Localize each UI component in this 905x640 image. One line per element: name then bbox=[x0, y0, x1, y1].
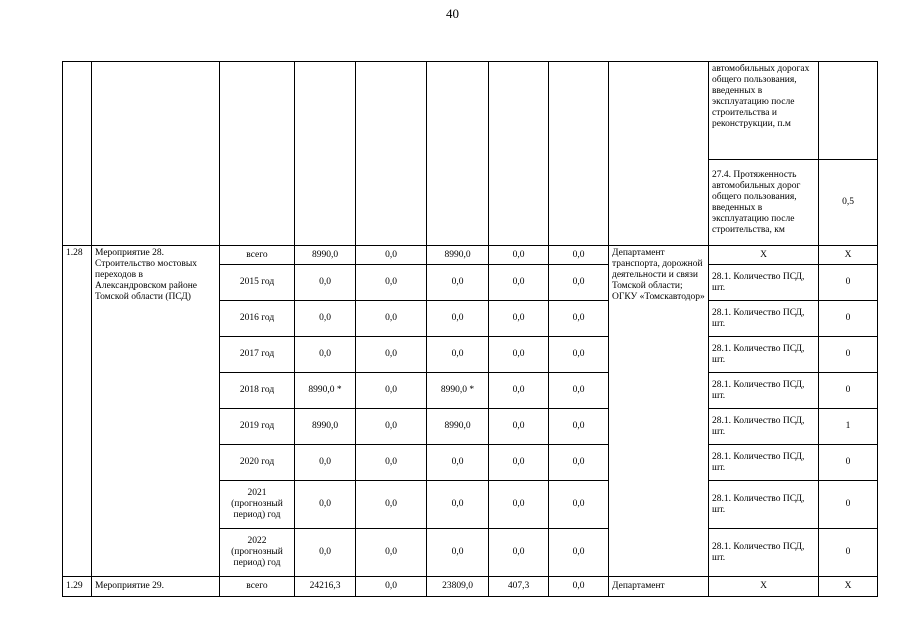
indicator-value: 0 bbox=[819, 481, 878, 529]
value-cell: 0,0 bbox=[356, 265, 427, 301]
row-number: 1.28 bbox=[63, 246, 92, 577]
indicator-value: 0 bbox=[819, 373, 878, 409]
value-cell: 0,0 bbox=[549, 337, 609, 373]
value-cell: 0,0 bbox=[356, 409, 427, 445]
indicator-cell: автомобильных дорогах общего пользования, введенных в эксплуатацию после строительства и реконструкции, п.м bbox=[709, 62, 819, 160]
value-cell: 0,0 bbox=[356, 373, 427, 409]
value-cell: 0,0 bbox=[489, 481, 549, 529]
indicator-value: X bbox=[819, 577, 878, 597]
value-cell: 8990,0 bbox=[427, 409, 489, 445]
value-cell: 0,0 bbox=[549, 481, 609, 529]
indicator-value: 0 bbox=[819, 301, 878, 337]
value-cell: 0,0 bbox=[356, 445, 427, 481]
year-cell: 2015 год bbox=[220, 265, 295, 301]
year-cell: всего bbox=[220, 577, 295, 597]
table-row bbox=[63, 577, 878, 597]
indicator-cell: X bbox=[709, 246, 819, 265]
year-cell: 2018 год bbox=[220, 373, 295, 409]
indicator-value: 0 bbox=[819, 265, 878, 301]
indicator-cell: 28.1. Количество ПСД, шт. bbox=[709, 337, 819, 373]
indicator-cell: 28.1. Количество ПСД, шт. bbox=[709, 445, 819, 481]
value-cell: 8990,0 bbox=[295, 246, 356, 265]
value-cell: 0,0 bbox=[489, 265, 549, 301]
value-cell: 0,0 bbox=[549, 246, 609, 265]
indicator-cell: 28.1. Количество ПСД, шт. bbox=[709, 409, 819, 445]
page-number: 40 bbox=[446, 6, 459, 21]
value-cell: 23809,0 bbox=[427, 577, 489, 597]
value-cell: 0,0 bbox=[549, 445, 609, 481]
value-cell: 0,0 bbox=[427, 481, 489, 529]
indicator-value: 0,5 bbox=[819, 160, 878, 246]
value-cell: 0,0 bbox=[427, 337, 489, 373]
indicator-cell: 27.4. Протяженность автомобильных дорог общего пользования, введенных в эксплуатацию после строительства, км bbox=[709, 160, 819, 246]
indicator-cell: X bbox=[709, 577, 819, 597]
indicator-value: X bbox=[819, 246, 878, 265]
value-cell: 0,0 bbox=[549, 373, 609, 409]
value-cell: 8990,0 bbox=[427, 246, 489, 265]
table-row bbox=[63, 246, 878, 265]
value-cell: 0,0 bbox=[295, 337, 356, 373]
value-cell: 0,0 bbox=[295, 301, 356, 337]
table-row bbox=[63, 62, 878, 160]
value-cell: 407,3 bbox=[489, 577, 549, 597]
value-cell: 0,0 bbox=[489, 445, 549, 481]
value-cell: 0,0 bbox=[427, 301, 489, 337]
value-cell: 0,0 bbox=[295, 481, 356, 529]
value-cell: 0,0 bbox=[427, 265, 489, 301]
year-cell: 2022 (прогнозный период) год bbox=[220, 529, 295, 577]
value-cell: 0,0 bbox=[489, 337, 549, 373]
measure-name: Мероприятие 28. Строительство мостовых переходов в Александровском районе Томской области (ПСД) bbox=[92, 246, 220, 577]
value-cell: 8990,0 * bbox=[427, 373, 489, 409]
value-cell: 0,0 bbox=[427, 445, 489, 481]
value-cell: 0,0 bbox=[427, 529, 489, 577]
value-cell: 0,0 bbox=[549, 301, 609, 337]
row-number: 1.29 bbox=[63, 577, 92, 597]
value-cell: 0,0 bbox=[295, 529, 356, 577]
indicator-cell: 28.1. Количество ПСД, шт. bbox=[709, 301, 819, 337]
year-cell: 2017 год bbox=[220, 337, 295, 373]
year-cell: 2021 (прогнозный период) год bbox=[220, 481, 295, 529]
year-cell: всего bbox=[220, 246, 295, 265]
program-table bbox=[62, 61, 878, 597]
value-cell: 0,0 bbox=[549, 409, 609, 445]
executor-cell: Департамент bbox=[609, 577, 709, 597]
value-cell: 0,0 bbox=[356, 246, 427, 265]
year-cell: 2020 год bbox=[220, 445, 295, 481]
indicator-cell: 28.1. Количество ПСД, шт. bbox=[709, 481, 819, 529]
value-cell: 0,0 bbox=[549, 577, 609, 597]
measure-name: Мероприятие 29. bbox=[92, 577, 220, 597]
value-cell: 0,0 bbox=[489, 301, 549, 337]
value-cell: 0,0 bbox=[489, 246, 549, 265]
indicator-value: 0 bbox=[819, 529, 878, 577]
value-cell: 0,0 bbox=[295, 265, 356, 301]
indicator-value: 0 bbox=[819, 445, 878, 481]
value-cell: 0,0 bbox=[356, 337, 427, 373]
value-cell: 0,0 bbox=[356, 577, 427, 597]
value-cell: 0,0 bbox=[356, 529, 427, 577]
value-cell: 0,0 bbox=[489, 373, 549, 409]
value-cell: 0,0 bbox=[489, 409, 549, 445]
indicator-value: 0 bbox=[819, 337, 878, 373]
value-cell: 8990,0 bbox=[295, 409, 356, 445]
executor-cell: Департамент транспорта, дорожной деятельности и связи Томской области; ОГКУ «Томскавтодор» bbox=[609, 246, 709, 577]
indicator-value: 1 bbox=[819, 409, 878, 445]
value-cell: 0,0 bbox=[295, 445, 356, 481]
value-cell: 0,0 bbox=[356, 481, 427, 529]
value-cell: 0,0 bbox=[489, 529, 549, 577]
value-cell: 24216,3 bbox=[295, 577, 356, 597]
indicator-cell: 28.1. Количество ПСД, шт. bbox=[709, 529, 819, 577]
value-cell: 8990,0 * bbox=[295, 373, 356, 409]
indicator-cell: 28.1. Количество ПСД, шт. bbox=[709, 373, 819, 409]
value-cell: 0,0 bbox=[549, 265, 609, 301]
value-cell: 0,0 bbox=[549, 529, 609, 577]
year-cell: 2016 год bbox=[220, 301, 295, 337]
year-cell: 2019 год bbox=[220, 409, 295, 445]
value-cell: 0,0 bbox=[356, 301, 427, 337]
indicator-cell: 28.1. Количество ПСД, шт. bbox=[709, 265, 819, 301]
